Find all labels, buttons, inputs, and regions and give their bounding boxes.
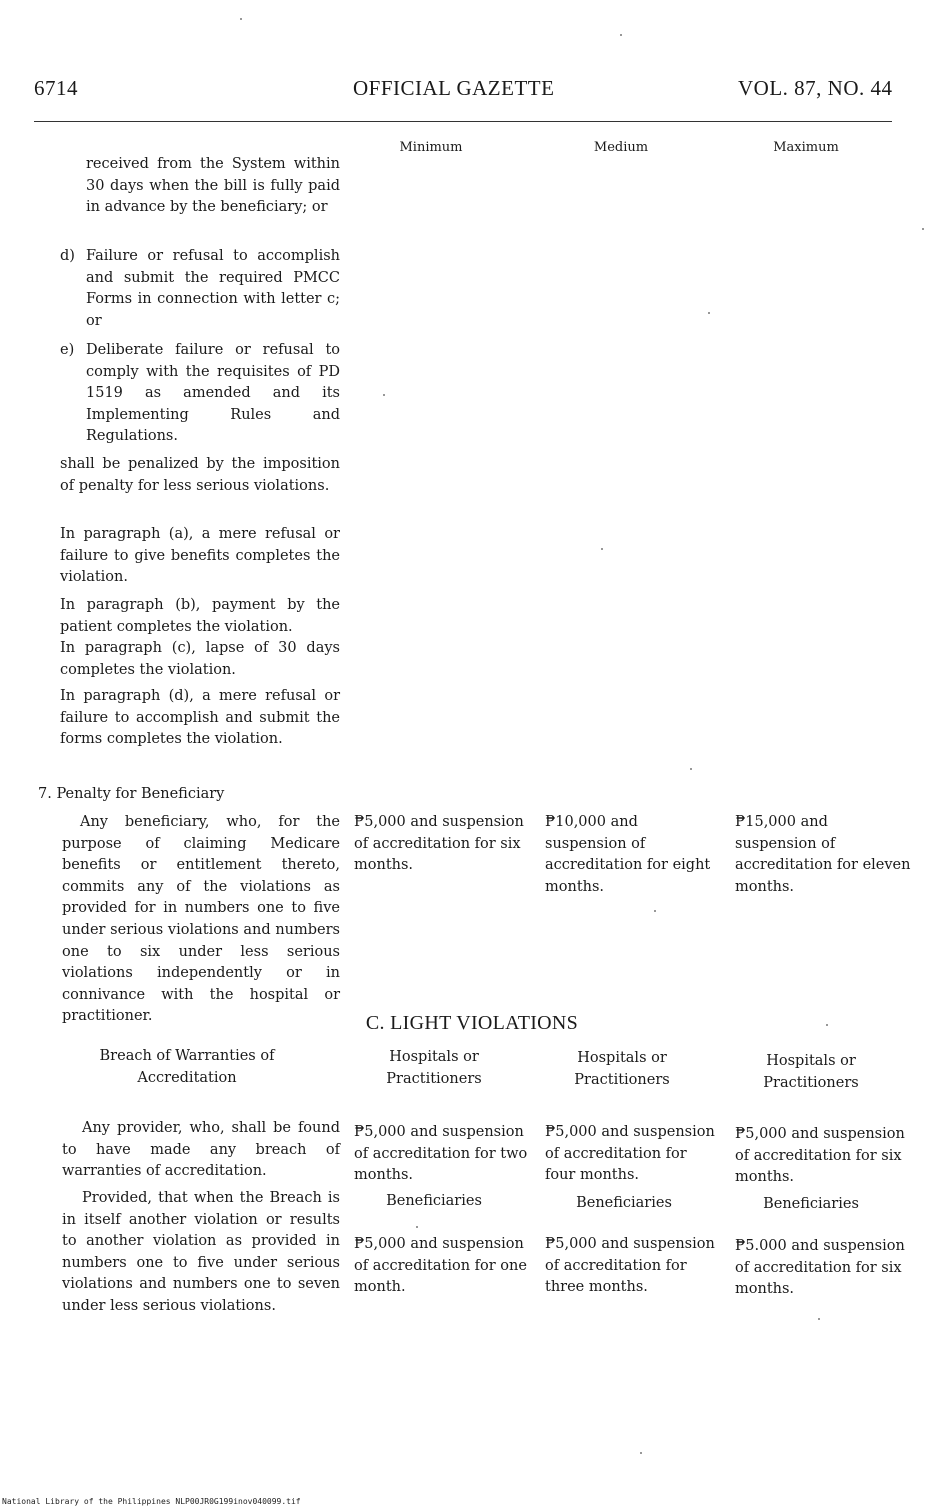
column-heading-minimum: Minimum [399,140,463,155]
beneficiaries-penalty-maximum: ₱5.000 and suspension of accreditation for six months. [735,1238,905,1298]
scan-speck [826,1024,828,1026]
scan-speck [383,394,385,396]
beneficiaries-penalty-medium: ₱5,000 and suspension of accreditation for three months. [545,1236,715,1296]
scan-speck [601,548,603,550]
scan-speck [240,18,242,20]
scan-speck [818,1318,820,1320]
hospitals-penalty-maximum: ₱5,000 and suspension of accreditation for six months. [735,1126,905,1186]
hospitals-penalty-minimum: ₱5,000 and suspension of accreditation for two months. [354,1124,528,1184]
beneficiaries-penalty-minimum: ₱5,000 and suspension of accreditation for one month. [354,1236,527,1296]
scan-speck [620,34,622,36]
scan-speck [654,910,656,912]
item-e-label: e) [60,342,75,358]
penalty-beneficiary-text: Any beneficiary, who, for the purpose of claiming Medicare benefits or entitlement thereto, commits any of the violations as provided for in numbers one to five under serious violations and numbers one to six under less serious violations independently or in connivance with the hospital or practitioner. [62,814,340,1025]
column-heading-medium: Medium [593,140,649,155]
scan-speck [708,312,710,314]
breach-heading: Breach of Warranties of Accreditation [99,1048,275,1086]
hospitals-penalty-medium: ₱5,000 and suspension of accreditation for four months. [545,1124,715,1184]
penalty-beneficiary-heading: 7. Penalty for Beneficiary [38,786,225,802]
beneficiaries-heading-medium: Beneficiaries [576,1195,672,1211]
paragraph-c-note: In paragraph (c), lapse of 30 days completes the violation. [60,640,340,678]
item-d-text: Failure or refusal to accomplish and submit the required PMCC Forms in connection with letter c; or [86,248,340,329]
provided-text: Provided, that when the Breach is in itself another violation or results to another violation as provided in numbers one to five under serious violations and numbers one to seven under less serious violations. [62,1190,340,1314]
publication-title: OFFICIAL GAZETTE [353,76,555,100]
scan-speck [690,768,692,770]
penalty-beneficiary-medium: ₱10,000 and suspension of accreditation for eight months. [545,814,711,895]
scan-source-label: National Library of the Philippines NLP00JR0G199inov040099.tif [2,1497,301,1506]
penalty-beneficiary-maximum: ₱15,000 and suspension of accreditation for eleven months. [735,814,911,895]
column-heading-maximum: Maximum [773,140,839,155]
paragraph-a-note: In paragraph (a), a mere refusal or failure to give benefits completes the violation. [60,526,340,586]
beneficiaries-heading-minimum: Beneficiaries [386,1193,482,1209]
paragraph-d-note: In paragraph (d), a mere refusal or failure to accomplish and submit the forms completes the violation. [60,688,340,748]
penalty-beneficiary-minimum: ₱5,000 and suspension of accreditation for six months. [354,814,524,874]
paragraph-b-note: In paragraph (b), payment by the patient completes the violation. [60,597,340,635]
breach-text: Any provider, who, shall be found to have made any breach of warranties of accreditation. [62,1120,340,1180]
light-violations-title: C. LIGHT VIOLATIONS [365,1012,579,1034]
penalized-paragraph: shall be penalized by the imposition of penalty for less serious violations. [60,456,340,494]
volume-number: VOL. 87, NO. 44 [738,76,893,100]
item-e-text: Deliberate failure or refusal to comply with the requisites of PD 1519 as amended and its Implementing Rules and Regulations. [86,342,340,445]
item-d [60,246,340,332]
scan-speck [416,1226,418,1228]
hospitals-heading-maximum: Hospitals or Practitioners [763,1053,859,1091]
item-c-continuation: received from the System within 30 days when the bill is fully paid in advance by the beneficiary; or [86,156,340,216]
beneficiaries-heading-maximum: Beneficiaries [763,1196,859,1212]
hospitals-heading-minimum: Hospitals or Practitioners [386,1049,482,1087]
item-d-label: d) [60,248,75,264]
header-rule [34,121,892,122]
scan-speck [640,1452,642,1454]
scan-speck [922,228,924,230]
page-number: 6714 [34,76,78,100]
hospitals-heading-medium: Hospitals or Practitioners [574,1050,670,1088]
item-e [60,340,340,448]
